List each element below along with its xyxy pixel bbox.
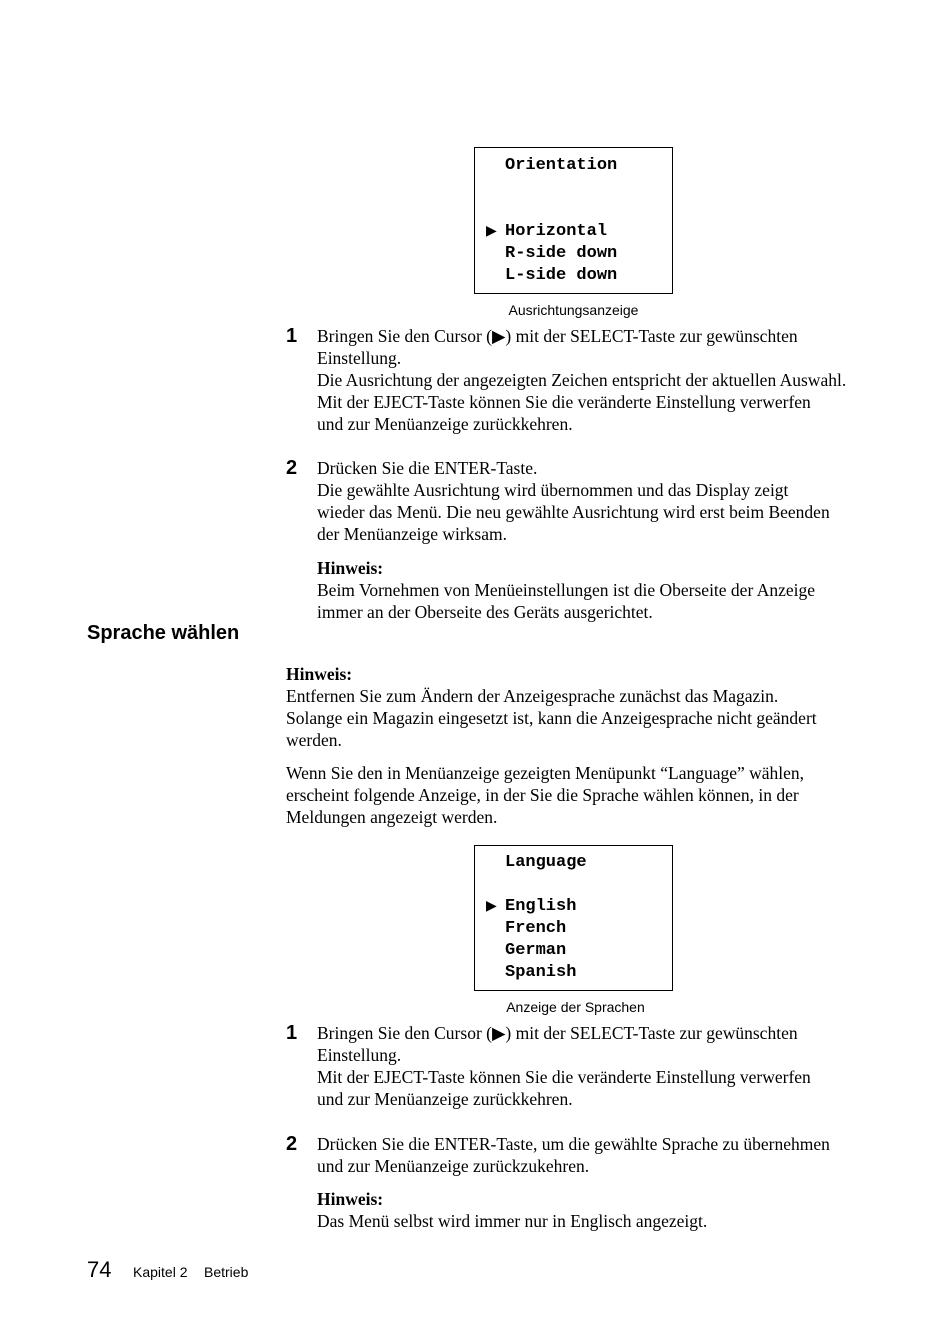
page-number: 74	[87, 1257, 112, 1282]
language-display	[474, 845, 673, 991]
language-option: German	[505, 941, 567, 960]
orientation-display	[474, 147, 673, 294]
language-display-caption: Anzeige der Sprachen	[506, 999, 645, 1015]
step-number: 1	[286, 1022, 298, 1044]
footer-chapter-title: Betrieb	[204, 1264, 249, 1280]
hint-label: Hinweis:	[317, 558, 384, 578]
cursor-arrow-icon: ▶	[486, 898, 497, 914]
language-option: Spanish	[505, 963, 577, 982]
step-number: 2	[286, 457, 298, 479]
final-hint: Hinweis: Das Menü selbst wird immer nur in Englisch angezeigt.	[317, 1188, 877, 1232]
step-number: 2	[286, 1133, 298, 1155]
language-display-title: Language	[505, 853, 587, 872]
cursor-arrow-icon: ▶	[486, 223, 497, 239]
hint-label: Hinweis:	[286, 664, 353, 684]
language-hint: Hinweis: Entfernen Sie zum Ändern der Anzeigesprache zunächst das Magazin. Solange ein Magazin eingesetzt ist, kann die Anzeigesprache nicht geändert werden.	[286, 663, 876, 751]
language-option: English	[505, 897, 577, 916]
orientation-option: Horizontal	[505, 222, 608, 241]
language-option: French	[505, 919, 567, 938]
orientation-option: R-side down	[505, 244, 618, 263]
step-text: Bringen Sie den Cursor (▶) mit der SELECT-Taste zur gewünschten Einstellung. Die Ausrichtung der angezeigten Zeichen entspricht der aktuellen Auswahl. Mit der EJECT-Taste können Sie die veränderte Einstellung verwerfen und zur Menüanzeige zurückkehren.	[317, 326, 847, 434]
section-heading: Sprache wählen	[87, 622, 240, 644]
hint-label: Hinweis:	[317, 1189, 384, 1209]
step-number: 1	[286, 325, 298, 347]
step-text: Bringen Sie den Cursor (▶) mit der SELECT-Taste zur gewünschten Einstellung. Mit der EJECT-Taste können Sie die veränderte Einstellung verwerfen und zur Menüanzeige zurückkehren.	[317, 1023, 811, 1109]
orientation-option: L-side down	[505, 266, 618, 285]
step-text: Drücken Sie die ENTER-Taste. Die gewählte Ausrichtung wird übernommen und das Display zeigt wieder das Menü. Die neu gewählte Ausrichtung wird erst beim Beenden der Menüanzeige wirksam.	[317, 458, 830, 544]
language-intro: Wenn Sie den in Menüanzeige gezeigten Menüpunkt “Language” wählen, erscheint folgende Anzeige, in der Sie die Sprache wählen können, in der Meldungen angezeigt werden.	[286, 763, 805, 827]
orientation-display-caption: Ausrichtungsanzeige	[508, 302, 639, 318]
orientation-hint: Hinweis: Beim Vornehmen von Menüeinstellungen ist die Oberseite der Anzeige immer an der Oberseite des Geräts ausgerichtet.	[317, 557, 877, 623]
step-text: Drücken Sie die ENTER-Taste, um die gewählte Sprache zu übernehmen und zur Menüanzeige zurückzukehren.	[317, 1134, 830, 1176]
footer-chapter: Kapitel 2	[133, 1264, 188, 1280]
orientation-display-title: Orientation	[505, 156, 618, 175]
